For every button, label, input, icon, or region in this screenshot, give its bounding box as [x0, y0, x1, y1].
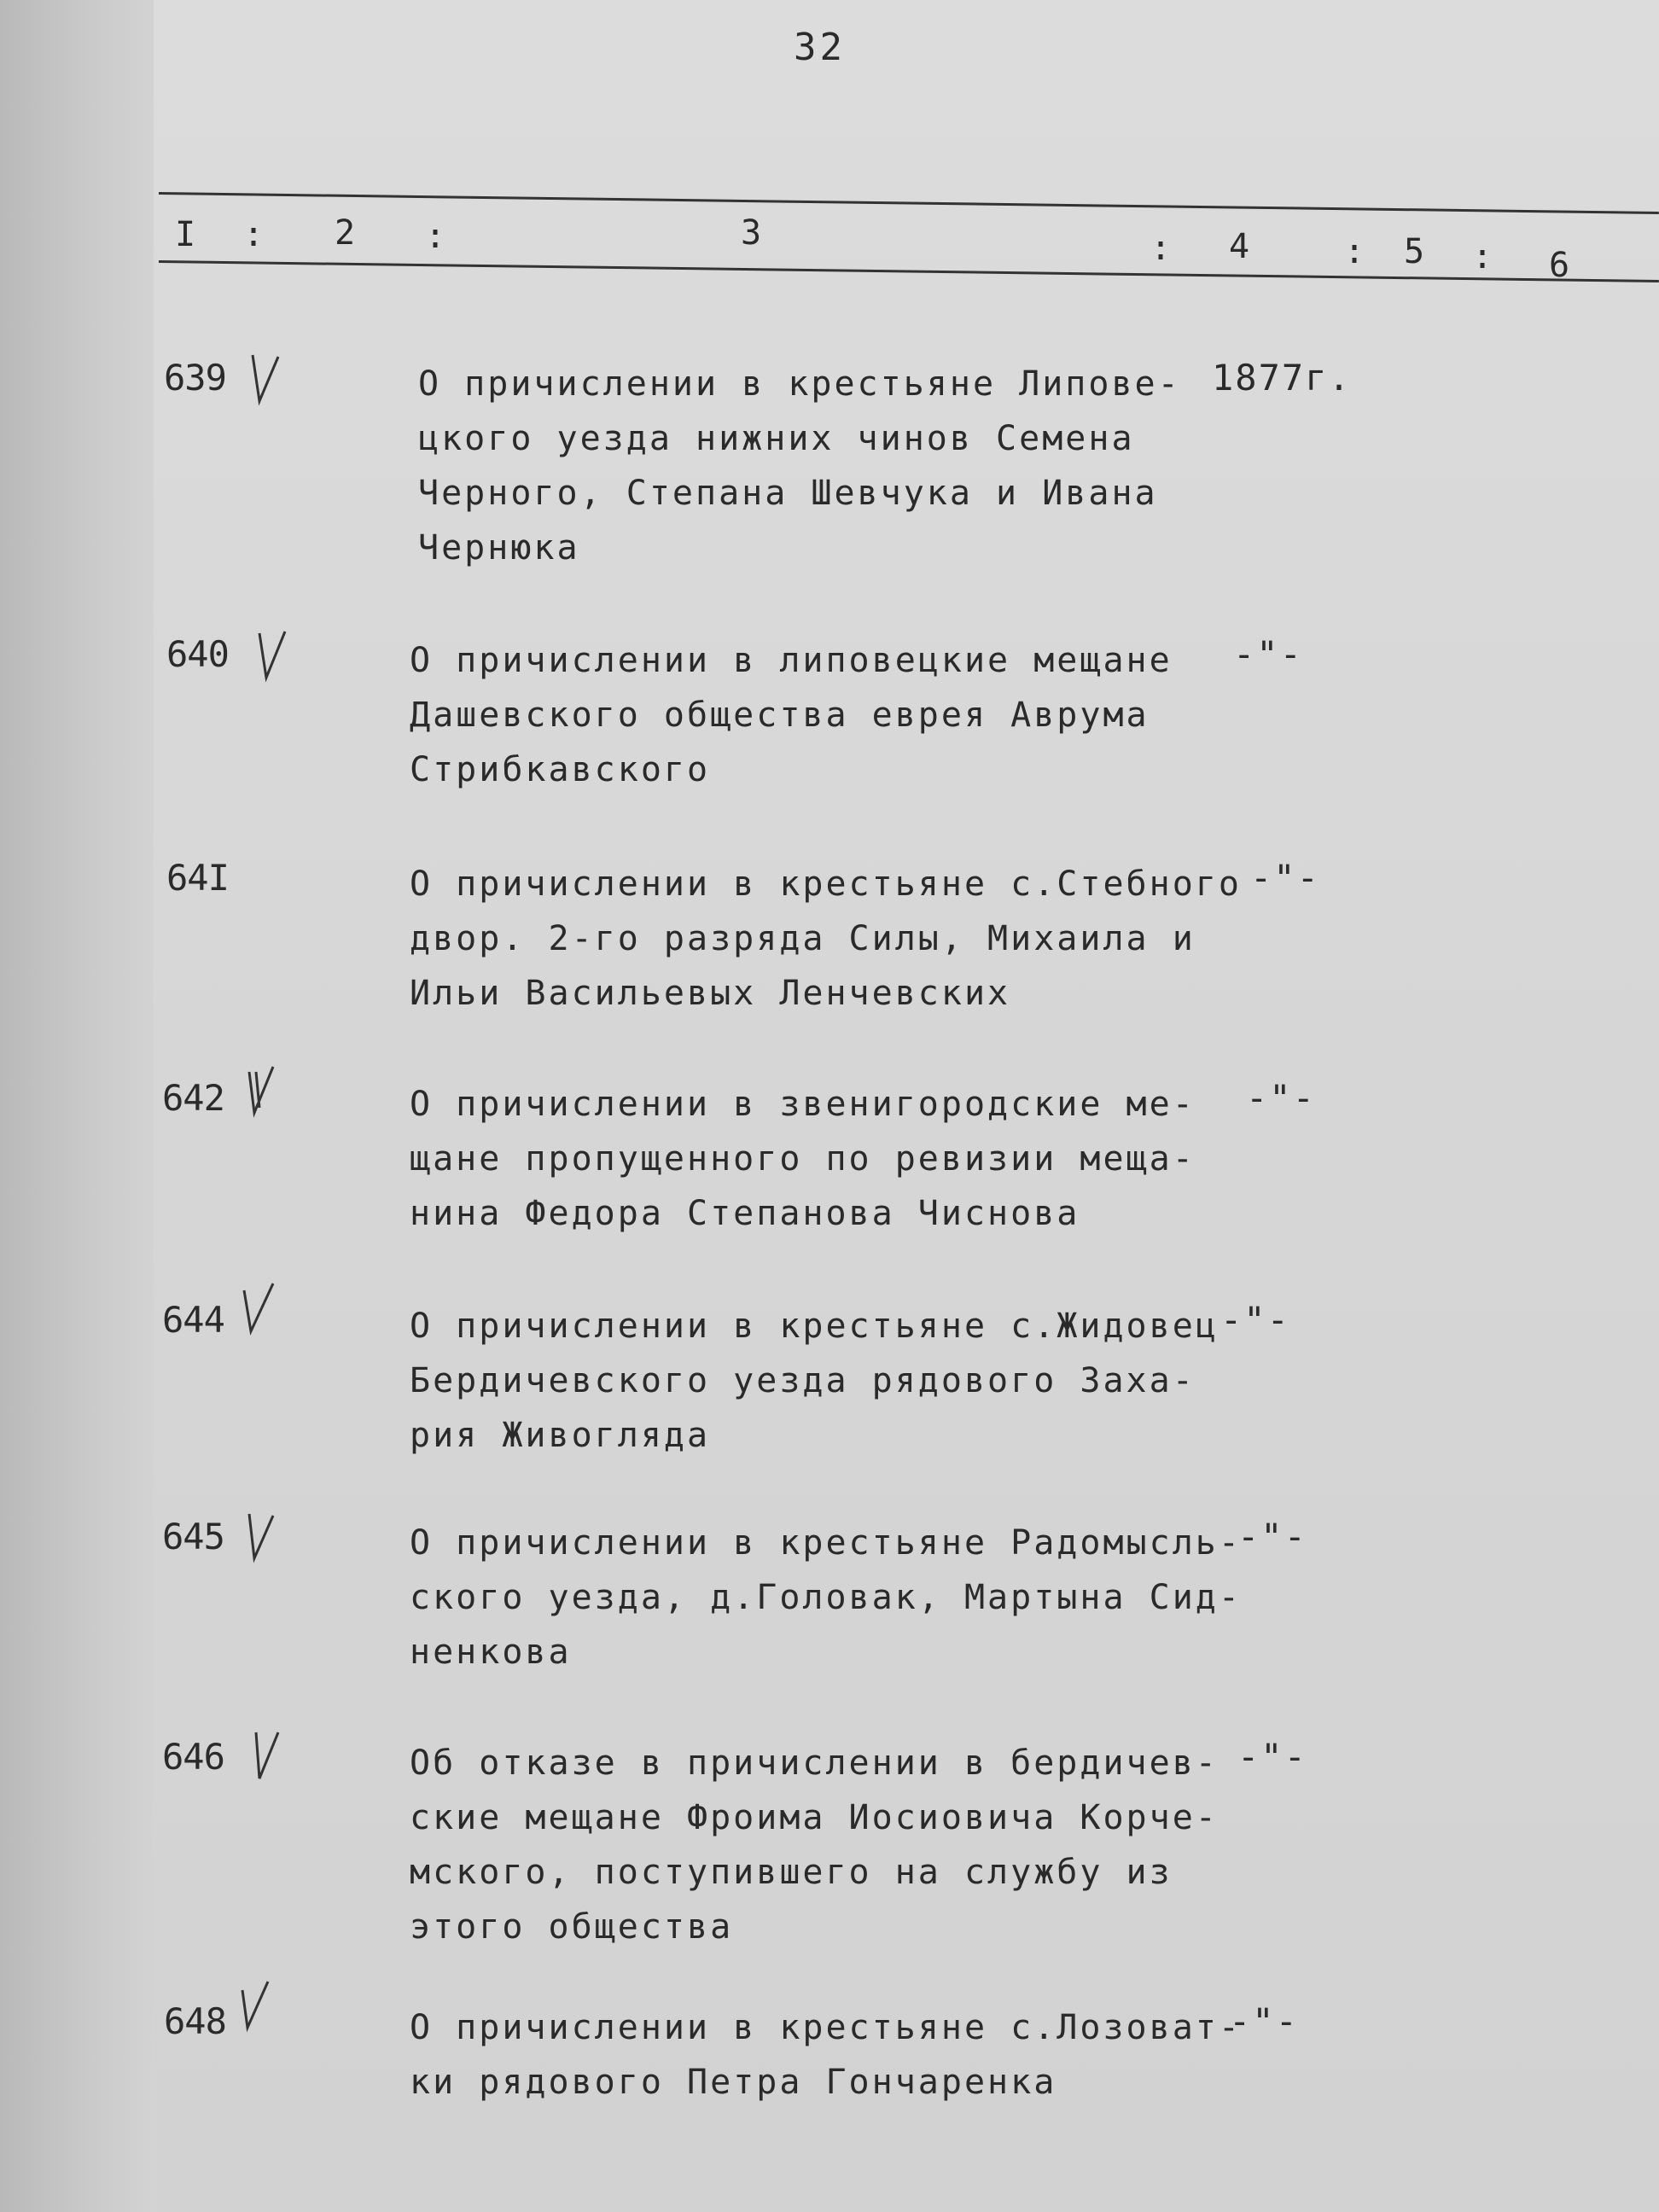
check-mark-icon [254, 628, 288, 683]
col-header-6: 6 [1549, 246, 1570, 285]
check-mark-icon [237, 1980, 271, 2034]
col-separator: : [1344, 232, 1365, 271]
entry-date: -"- [1250, 857, 1320, 899]
col-separator: : [1472, 237, 1493, 276]
entry-line: щане пропущенного по ревизии меща- [410, 1139, 1196, 1179]
entry-number: 644 [162, 1299, 224, 1341]
check-mark-icon [244, 1511, 278, 1565]
entry-line: О причислении в липовецкие мещане [410, 641, 1173, 680]
entry-description [410, 633, 1246, 797]
entry-description [418, 357, 1254, 575]
entry-description [410, 1299, 1246, 1463]
col-header-3: 3 [741, 213, 762, 253]
entry-number: 64I [166, 857, 229, 899]
entry-line: мского, поступившего на службу из [410, 1853, 1173, 1892]
entry-date: -"- [1246, 1077, 1316, 1119]
entry-line: Черного, Степана Шевчука и Ивана [418, 474, 1158, 513]
entry-line: ские мещане Фроима Иосиовича Корче- [410, 1798, 1219, 1837]
entry-line: двор. 2-го разряда Силы, Михаила и [410, 919, 1196, 958]
entry-line: О причислении в крестьяне с.Лозоват- [410, 2008, 1242, 2047]
check-mark-icon [247, 352, 282, 406]
col-separator: : [243, 215, 265, 254]
entry-date: -"- [1229, 2000, 1299, 2042]
binding-shadow [0, 0, 162, 2212]
entry-description [410, 857, 1246, 1021]
entry-line: Бердичевского уезда рядового Заха- [410, 1361, 1196, 1400]
entry-description [410, 2000, 1246, 2110]
entry-description [410, 1736, 1246, 1954]
entry-line: Об отказе в причислении в бердичев- [410, 1743, 1219, 1783]
entry-date: -"- [1237, 1736, 1307, 1778]
entry-line: О причислении в крестьяне Липове- [418, 364, 1181, 404]
entry-line: Чернюка [418, 528, 580, 568]
entry-date: -"- [1237, 1516, 1307, 1557]
entry-line: О причислении в крестьяне с.Жидовец [410, 1307, 1219, 1346]
col-header-4: 4 [1229, 227, 1250, 266]
col-header-5: 5 [1404, 232, 1425, 271]
entry-number: 642 [162, 1077, 224, 1119]
page-number: 32 [794, 26, 846, 69]
entry-number: 646 [162, 1736, 224, 1778]
check-mark-icon [249, 1729, 283, 1784]
col-separator: : [425, 217, 446, 256]
entry-description [410, 1077, 1246, 1241]
col-header-2: 2 [335, 213, 356, 253]
entry-line: Ильи Васильевых Ленчевских [410, 974, 1011, 1013]
entry-number: 640 [166, 633, 229, 675]
entry-line: цкого уезда нижних чинов Семена [418, 419, 1135, 458]
entry-description [410, 1516, 1246, 1679]
entry-line: ненкова [410, 1633, 572, 1672]
entry-line: рия Живогляда [410, 1416, 711, 1455]
check-mark-icon [241, 1282, 275, 1336]
check-mark-icon [244, 1065, 278, 1120]
col-separator: : [1150, 229, 1172, 268]
entry-line: ки рядового Петра Гончаренка [410, 2063, 1057, 2102]
entry-date: -"- [1220, 1299, 1290, 1341]
entry-line: Дашевского общества еврея Аврума [410, 696, 1150, 735]
entry-line: Стрибкавского [410, 750, 711, 789]
entry-line: этого общества [410, 1907, 734, 1947]
entry-line: О причислении в звенигородские ме- [410, 1085, 1196, 1124]
entry-number: 648 [164, 2000, 226, 2042]
entry-line: ского уезда, д.Головак, Мартына Сид- [410, 1578, 1242, 1617]
entry-date: -"- [1233, 633, 1303, 675]
col-header-1: I [175, 215, 196, 254]
entry-date: 1877г. [1212, 357, 1352, 399]
entry-line: нина Федора Степанова Чиснова [410, 1194, 1080, 1233]
entry-number: 639 [164, 357, 226, 399]
entry-line: О причислении в крестьяне Радомысль- [410, 1523, 1242, 1563]
entry-line: О причислении в крестьяне с.Стебного [410, 864, 1242, 904]
entry-number: 645 [162, 1516, 224, 1557]
